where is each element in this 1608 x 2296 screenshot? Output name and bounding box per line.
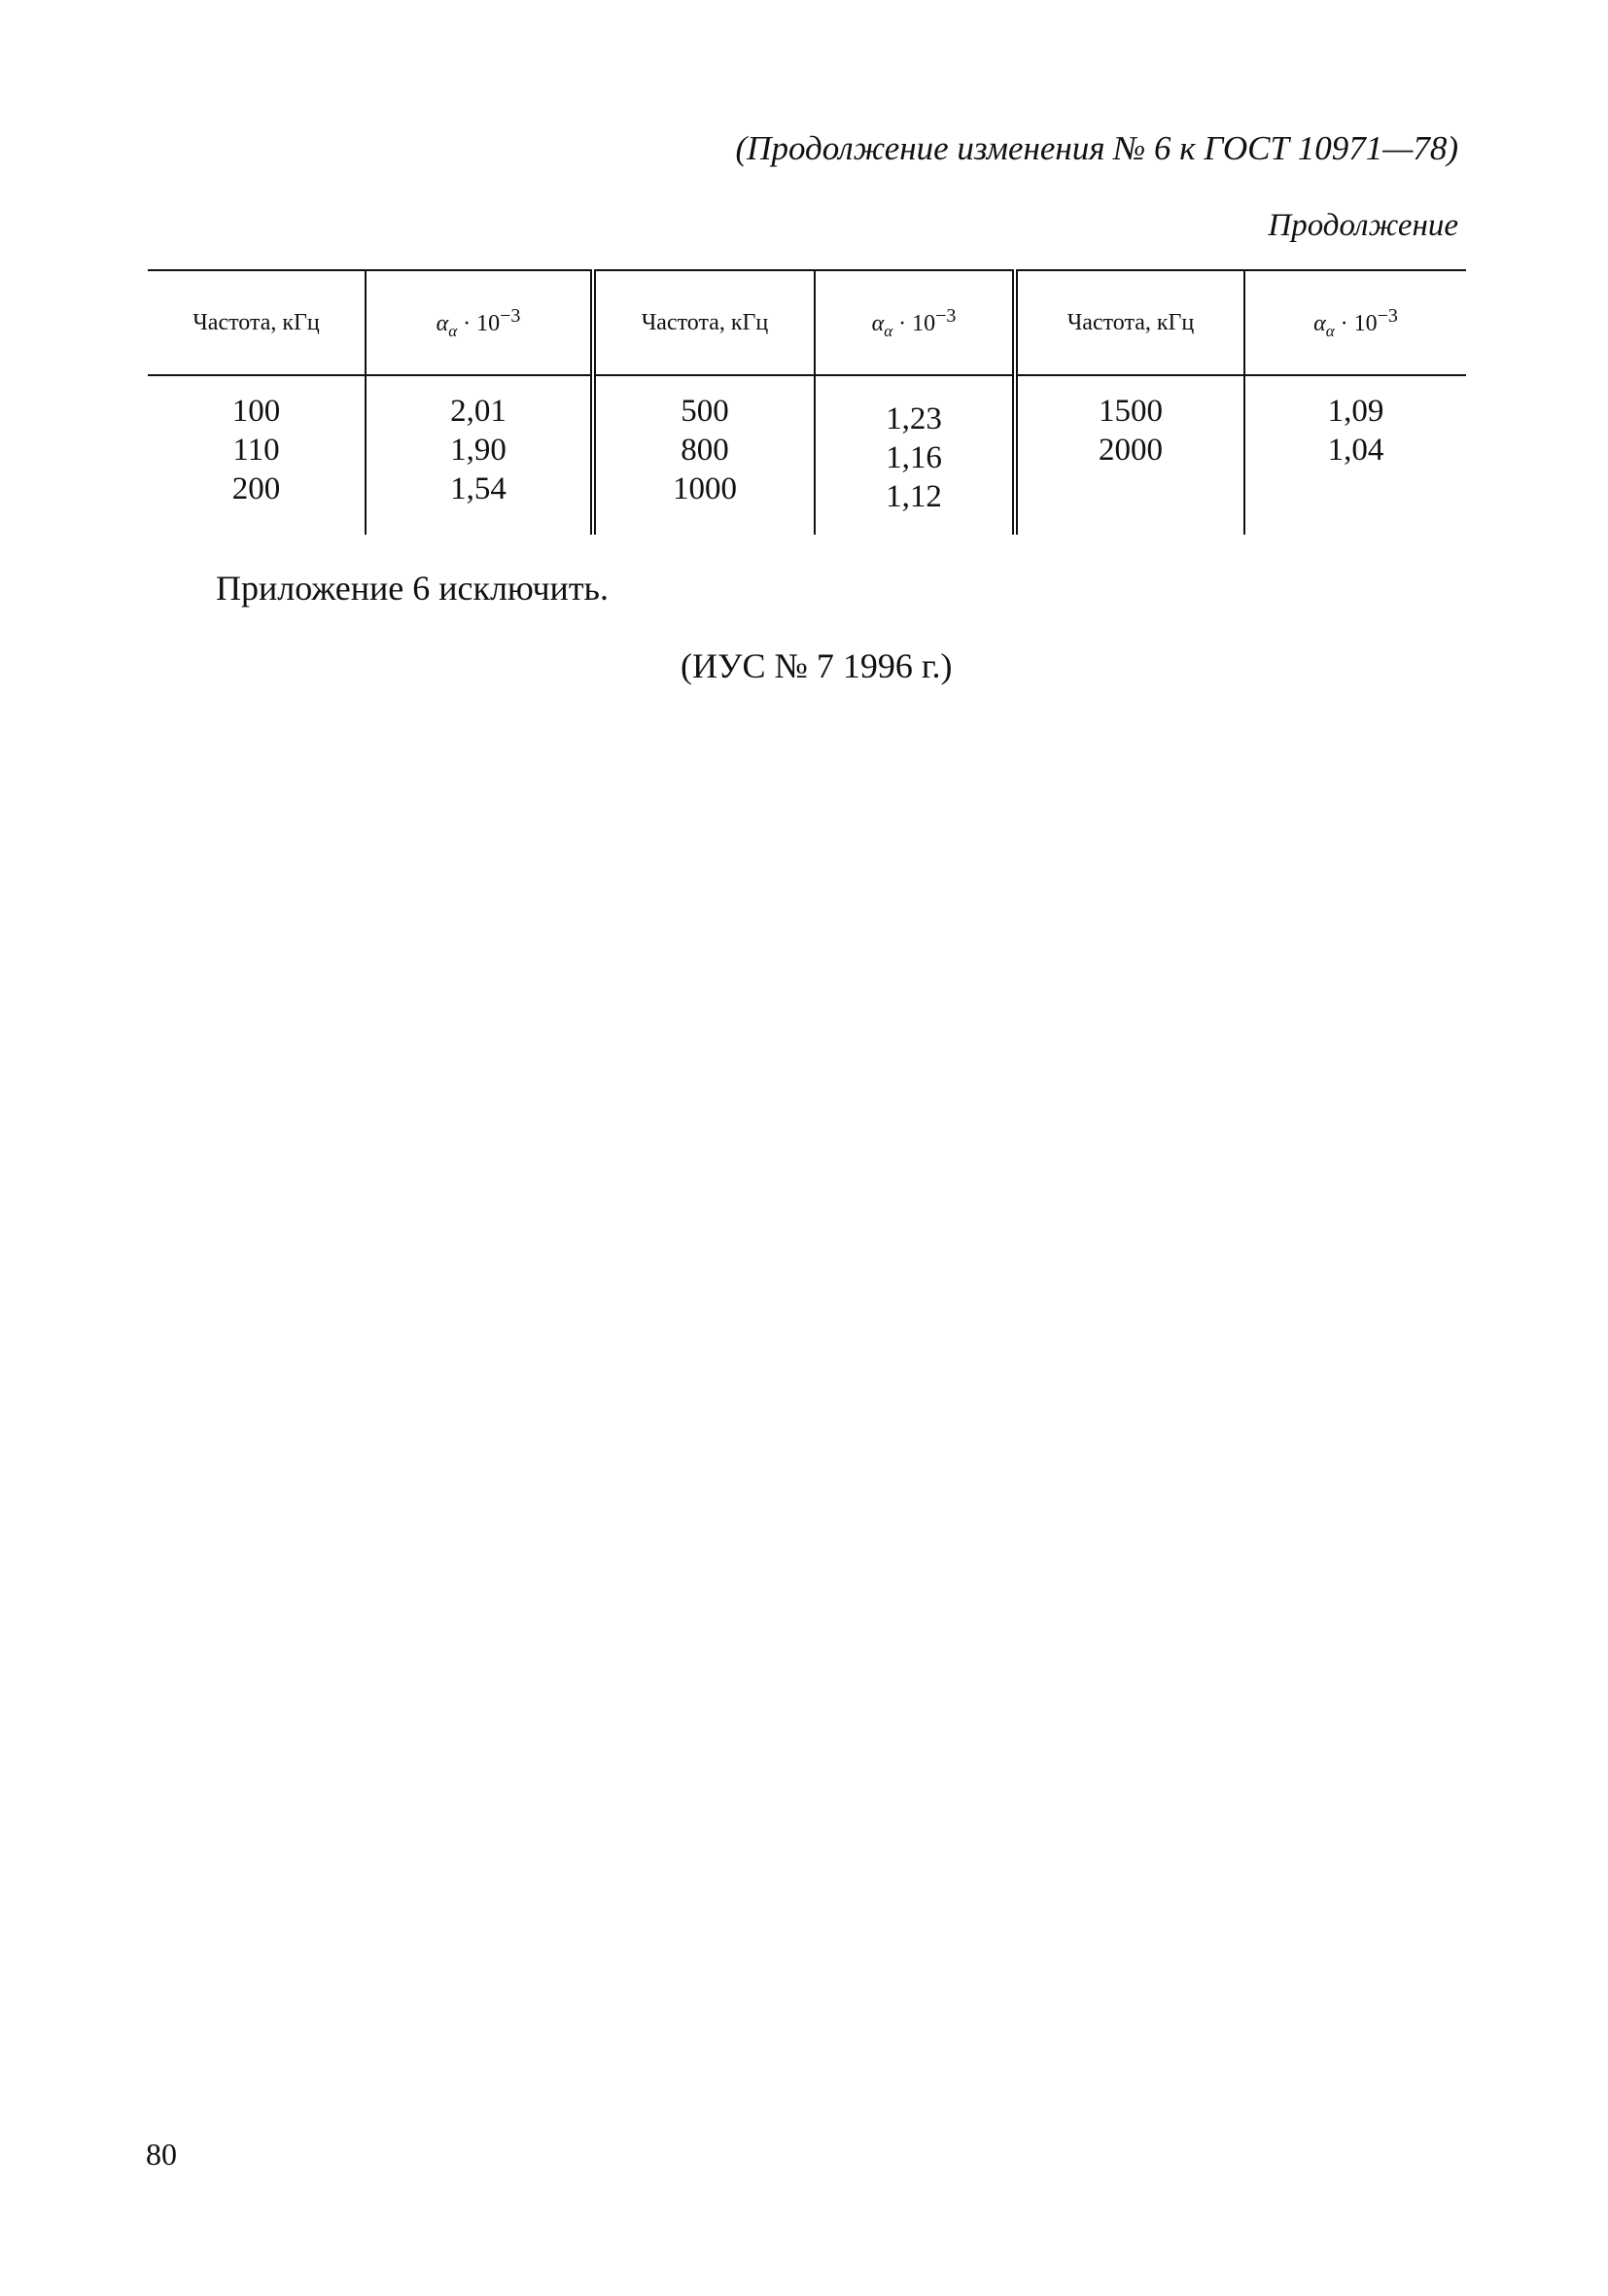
- attenuation-table-container: [148, 269, 1466, 535]
- attenuation-table: [148, 269, 1466, 535]
- table-cell: 1,90: [450, 433, 507, 468]
- alpha-cell-group-2: [815, 375, 1015, 535]
- header-alpha-1: $\alpha_\alpha \cdot 10^{-3}$: [366, 270, 593, 375]
- table-header-row: [148, 270, 1466, 375]
- header-frequency-3: Частота, кГц: [1015, 270, 1244, 375]
- running-title: (Продолжение изменения № 6 к ГОСТ 10971—78): [735, 129, 1458, 167]
- table-cell: 1,54: [450, 471, 507, 506]
- table-cell: 2000: [1099, 433, 1163, 468]
- table-row: [148, 375, 1466, 535]
- table-cell: 1,23: [886, 401, 942, 436]
- appendix-note: Приложение 6 исключить.: [216, 569, 609, 608]
- table-cell: 1,16: [886, 440, 942, 475]
- frequency-cell-group-2: [593, 375, 815, 535]
- header-alpha-2: $\alpha_\alpha \cdot 10^{-3}$: [815, 270, 1015, 375]
- continuation-label: Продолжение: [1268, 208, 1458, 243]
- alpha-cell-group-1: [366, 375, 593, 535]
- table-cell: 2,01: [450, 394, 507, 429]
- table-cell: 200: [231, 471, 281, 506]
- table-cell: 1500: [1099, 394, 1163, 429]
- alpha-cell-group-3: [1244, 375, 1466, 535]
- frequency-cell-group-1: [148, 375, 366, 535]
- header-frequency-1: Частота, кГц: [148, 270, 366, 375]
- frequency-cell-group-3: [1015, 375, 1244, 535]
- table-cell: 100: [231, 394, 281, 429]
- page-number: 80: [146, 2137, 177, 2172]
- header-alpha-3: $\alpha_\alpha \cdot 10^{-3}$: [1244, 270, 1466, 375]
- ius-reference: (ИУС № 7 1996 г.): [681, 646, 953, 685]
- table-cell: 1,04: [1327, 433, 1384, 468]
- table-cell: 1,12: [886, 479, 942, 514]
- table-cell: 110: [232, 433, 280, 468]
- table-cell: 1000: [673, 471, 737, 506]
- table-cell: 1,09: [1327, 394, 1384, 429]
- table-cell: 500: [681, 394, 729, 429]
- table-cell: 800: [681, 433, 729, 468]
- header-frequency-2: Частота, кГц: [593, 270, 815, 375]
